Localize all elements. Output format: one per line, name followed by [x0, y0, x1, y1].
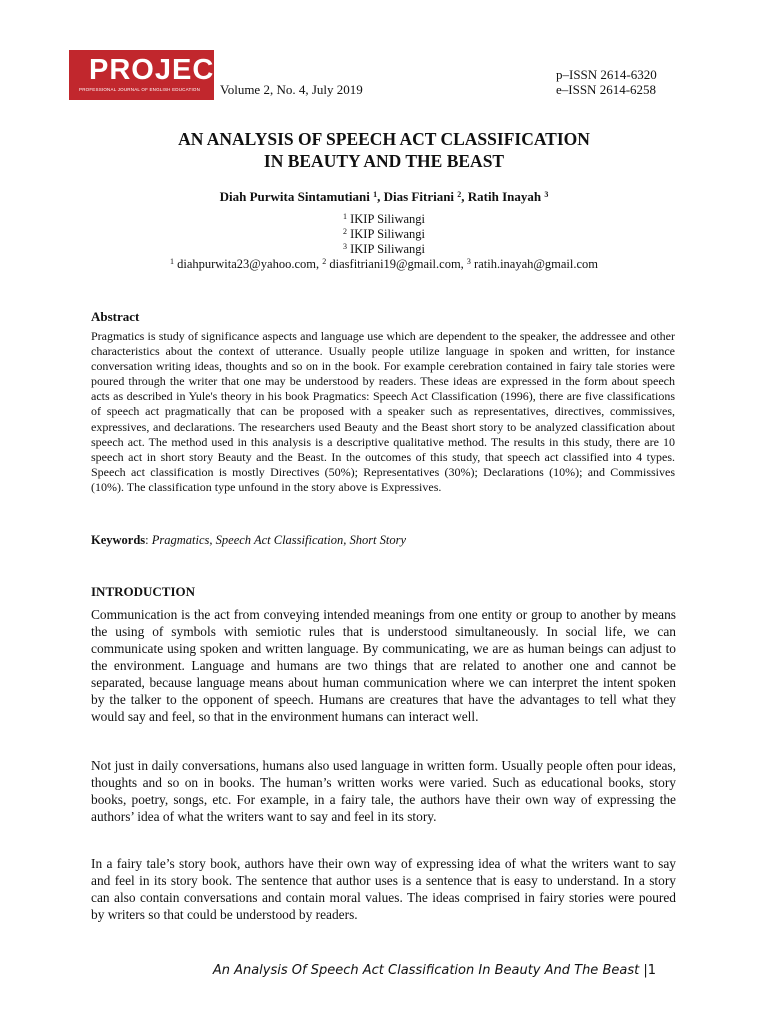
keywords-label: Keywords — [91, 533, 146, 547]
affiliations — [84, 212, 684, 272]
author-affil-num: 1 — [373, 190, 378, 199]
author-list: Diah Purwita Sintamutiani $^1$, Dias Fitriani $^2$, Ratih Inayah $^3$ — [219, 189, 549, 204]
keywords-text: Pragmatics, Speech Act Classification, Short Story — [151, 533, 407, 547]
affiliation-num: 2 — [342, 227, 347, 236]
e-issn: e–ISSN 2614-6258 — [556, 82, 657, 97]
journal-logo — [69, 50, 233, 100]
paper-title — [84, 128, 684, 172]
intro-paragraph-2: Not just in daily conversations, humans also used language in written form. Usually people often pour ideas, thoughts and so on in books. The human’s written works were varied. Such as educational books, story books, poetry, songs, etc. For example, in a fairy tale, the authors have their own way of expressing the authors’ idea of what the writers want to say and feel in its story. — [91, 758, 676, 824]
page-number: |1 — [643, 963, 656, 978]
email-num: 2 — [322, 257, 327, 266]
abstract-text: Pragmatics is study of significance aspects and language use which are dependent to the speaker, the addressee and other characteristics about the context of utterance. Usually people utilize language in spoken and written, for instance conversation writing ideas, thoughts and so on in the book. For example cerebration contained in fairy tale stories were poured through the writer that one may be understood by readers. These ideas are expressed in the form about speech acts as described in Yule's theory in his book Pragmatics: Speech Act Classification (1996), there are five classifications of speech act pragmatically that can be proposed with a speaker such as representatives, directives, commissives, expressives, and declarations. The researchers used Beauty and the Beast short story to be analyzed classification about speech act. The method used in this analysis is a descriptive qualitative method. The results in this study, there are 10 speech act in short story Beauty and the Beast. In the outcomes of this study, that speech act classified into 4 types. Speech act classification is mostly Directives (50%); Representatives (30%); Declarations (10%); and Commissives (10%). The classification type unfound in the story above is Expressives. — [91, 329, 675, 494]
intro-paragraph-1: Communication is the act from conveying intended meanings from one entity or group to another by means the using of symbols with semiotic rules that is understood simultaneously. In social life, we can communicate using spoken and written language. By communicating, we are as human beings can adjust to the environment. Language and humans are two things that are related to another one and cannot be separated, because language means about human communication where we can interpret the intent spoken by the talker to the opponent of speech. Humans are creatures that have the advantages to tell what they would say and feel, so that in the environment humans can interact well. — [91, 607, 676, 724]
email-num: 3 — [466, 257, 471, 266]
keywords-line: Keywords: Pragmatics, Speech Act Classification, Short Story — [91, 533, 407, 547]
title-line-1: AN ANALYSIS OF SPEECH ACT CLASSIFICATION — [178, 129, 590, 149]
affiliation-num: 1 — [342, 212, 347, 221]
author-name: Ratih Inayah — [467, 189, 542, 204]
affiliation-text: IKIP Siliwangi — [350, 227, 425, 241]
affiliation-text: IKIP Siliwangi — [350, 212, 425, 226]
logo-text: PROJECT — [89, 54, 233, 86]
affiliation-line — [84, 242, 684, 257]
affiliation-num: 3 — [342, 242, 347, 251]
author-name: Dias Fitriani — [383, 189, 455, 204]
issn-block — [556, 67, 657, 97]
email-link[interactable]: diasfitriani19@gmail.com, — [329, 257, 464, 271]
intro-paragraph-3: In a fairy tale’s story book, authors have their own way of expressing idea of what the writers want to say and feel in its story book. The sentence that author uses is a sentence that is easy to understand. In a story can also contain conversations and contain moral values. The ideas comprised in fairy stories were poured by writers so that could be understood by readers. — [91, 856, 676, 922]
email-num: 1 — [169, 257, 174, 266]
author-affil-num: 2 — [457, 190, 462, 199]
logo-subtitle: PROFESSIONAL JOURNAL OF ENGLISH EDUCATION — [79, 87, 201, 92]
p-issn: p–ISSN 2614-6320 — [556, 67, 657, 82]
author-name: Diah Purwita Sintamutiani — [219, 189, 370, 204]
email-line — [84, 257, 684, 272]
running-title: An Analysis Of Speech Act Classification In Beauty And The Beast — [212, 963, 640, 978]
email-link[interactable]: diahpurwita23@yahoo.com, — [177, 257, 320, 271]
volume-info: Volume 2, No. 4, July 2019 — [220, 82, 363, 97]
page-footer — [213, 963, 656, 978]
introduction-heading: INTRODUCTION — [91, 584, 196, 599]
affiliation-line — [84, 227, 684, 242]
affiliation-line — [84, 212, 684, 227]
email-link[interactable]: ratih.inayah@gmail.com — [474, 257, 599, 271]
affiliation-text: IKIP Siliwangi — [350, 242, 425, 256]
abstract-heading: Abstract — [91, 309, 140, 324]
author-affil-num: 3 — [544, 190, 549, 199]
title-line-2: IN BEAUTY AND THE BEAST — [263, 151, 505, 171]
